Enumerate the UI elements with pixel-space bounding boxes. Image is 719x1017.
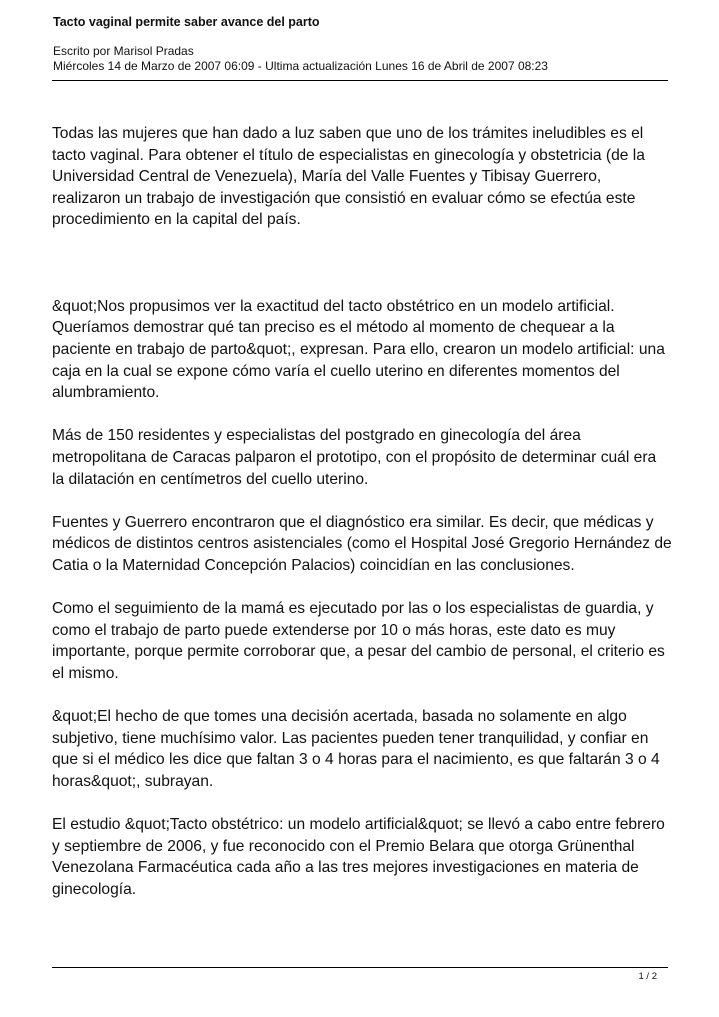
footer-divider [52,967,668,968]
author-line: Escrito por Marisol Pradas [53,44,194,58]
article-meta [53,44,548,74]
paragraph-5: Como el seguimiento de la mamá es ejecutado por las o los especialistas de guardia, y como el trabajo de parto puede extenderse por 10 o más horas, este dato es muy importante, porque permite corroborar que, a pesar del cambio de personal, el criterio es el mismo. [52,600,665,682]
paragraph-4: Fuentes y Guerrero encontraron que el diagnóstico era similar. Es decir, que médicas y médicos de distintos centros asistenciales (como el Hospital José Gregorio Hernández de Catia o la Maternidad Concepción Palacios) coincidían en las conclusiones. [52,513,672,574]
paragraph-2: &quot;Nos propusimos ver la exactitud del tacto obstétrico en un modelo artificial. Queríamos demostrar qué tan preciso es el método al momento de chequear a la paciente en trabajo de parto&quot;, expresan. Para ello, crearon un modelo artificial: una caja en la cual se expone cómo varía el cuello uterino en diferentes momentos del alumbramiento. [52,297,665,402]
article-title: Tacto vaginal permite saber avance del parto [53,15,320,29]
page-number: 1 / 2 [638,971,657,982]
paragraph-1: Todas las mujeres que han dado a luz saben que uno de los trámites ineludibles es el tacto vaginal. Para obtener el título de especialistas en ginecología y obstetricia (de la Universidad Central de Venezuela), María del Valle Fuentes y Tibisay Guerrero, realizaron un trabajo de investigación que consistió en evaluar cómo se efectúa este procedimiento en la capital del país. [52,125,645,229]
article-body [52,123,672,900]
paragraph-6: &quot;El hecho de que tomes una decisión acertada, basada no solamente en algo subjetivo, tiene muchísimo valor. Las pacientes pueden tener tranquilidad, y confiar en que si el médico les dice que faltan 3 o 4 horas para el nacimiento, es que faltarán 3 o 4 horas&quot;, subrayan. [52,708,660,790]
header-divider [52,80,668,81]
date-line: Miércoles 14 de Marzo de 2007 06:09 - Ultima actualización Lunes 16 de Abril de 2007 08:23 [53,59,548,73]
paragraph-7: El estudio &quot;Tacto obstétrico: un modelo artificial&quot; se llevó a cabo entre febrero y septiembre de 2006, y fue reconocido con el Premio Belara que otorga Grünenthal Venezolana Farmacéutica cada año a las tres mejores investigaciones en materia de ginecología. [52,816,665,898]
paragraph-3: Más de 150 residentes y especialistas del postgrado en ginecología del área metropolitana de Caracas palparon el prototipo, con el propósito de determinar cuál era la dilatación en centímetros del cuello uterino. [52,427,657,488]
